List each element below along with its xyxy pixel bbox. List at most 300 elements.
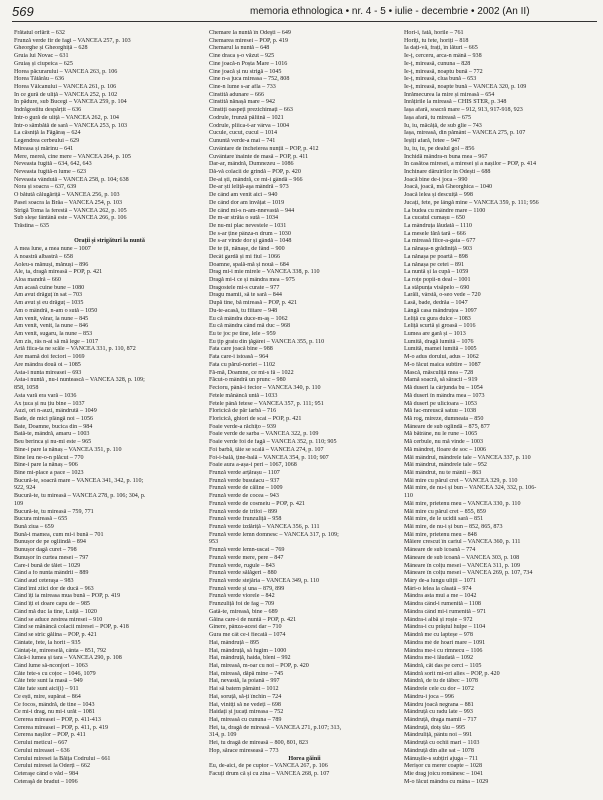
index-entry: Ce mi-i drag, nu mi-i urăt – 1081 [14,709,95,716]
index-entry: Cine n-a juca mireasa – 752, 808 [209,76,290,83]
index-entry: Bine-i pare la nănaș – VANCEA 351, p. 110 [14,446,122,453]
index-entry: Hei, ta, dragă de mireasă – VANCEA 271, p.107; 313, [209,724,342,731]
blank-line [14,231,205,239]
index-entry: La mireasă fiice-a-gata – 677 [404,238,476,245]
index-entry: Lumea are gară și – 1013 [404,331,466,338]
index-entry: Măiere crescut în cariul – VANCEA 360, p. 111 [404,539,521,546]
index-entry: Ax țuca și nu țiu bine – 1037 [14,400,85,407]
index-entry: Legendrea cerbeului – 629 [14,138,80,145]
index-entry: Mândră me cu lapteșe – 978 [404,632,473,639]
index-entry: Mândruliță, pântu noi – 991 [404,732,473,739]
index-entry: Aloa mandră – 660 [14,277,61,283]
index-entry: Lasă, bade, dedrăa – 1047 [404,300,468,307]
index-entry: Mândruță cu radu late – 993 [404,709,473,716]
index-entry: Frunză verde, rugule – 843 [209,562,275,569]
index-entry: Gheorghe și Gheorghiță – 628 [14,45,88,52]
index-entry: Foaie verde foi de fagă – VANCEA 352, p. 110; 905 [209,439,337,446]
index-entry: Decât gardă și mi fiul – 1066 [209,253,281,260]
index-entry: Îndrăgostitu despărțit – 636 [14,107,82,114]
index-entry: La nănașa pe poartă – 898 [404,253,468,260]
index-entry: Sub sleșe fântână este – VANCEA 266, p. 106 [14,215,127,222]
index-entry: Cine joacă-n Poșta Mare – 1016 [209,60,288,67]
index-entry: Bată-te, mândră, amaru – 1003 [14,431,90,438]
index-entry: Beu berinca și nu-mi este – 965 [14,439,92,446]
index-entry: Căte fete-s cu coțoc – 1046, 1079 [14,670,96,677]
index-entry: Găina care-i de nuntă – POP, p. 421 [209,616,297,623]
index-entry: Ie-ț, mireasă, noapte bună – VANCEA 320, p. 109 [404,84,527,91]
index-entry: Bunușor de pe ogliindă – 894 [14,539,86,546]
index-entry: Măi mire, prietenu meu – 848 [404,531,477,538]
index-entry: De te ții, nănașe, de fând – 900 [209,246,285,253]
index-entry: Bucură-te, tu mireasă – 759, 771 [14,508,94,515]
index-entry: Mânușile-s subțiri ajuga – 711 [404,755,478,762]
index-entry: Facuți drum că și cu zina – VANCEA 268, p. 107 [209,771,330,777]
index-entry: De când mi-s n-am-nnevastă – 944 [209,207,295,214]
index-entry: Mă duseri în mândra mea – 1073 [404,392,485,399]
index-entry: Hai, mireasă cu cununa – 789 [209,716,282,723]
index-entry: Când îți ei doare capu de – 985 [14,601,90,608]
index-entry: Fă-mă, Doamne, ce mi-s fă – 1022 [209,369,294,376]
index-entry: Dragostele mi-s curate – 977 [209,284,280,291]
section-heading: Orații și strigături la nuntă [74,238,145,245]
index-entry: Măi mire, prietenu meu – VANCEA 330, p. 110 [404,500,521,507]
index-entry: Horea păcurarului – VANCEA 263, p. 106 [14,68,118,75]
index-entry: Mă cerbule, nu mă vinde – 1003 [404,439,484,446]
index-entry: Ceteraşă de bradut – 1096 [14,778,78,785]
index-entry: Când lume să-nconjori – 1063 [14,662,88,669]
index-entry: Gată-te, mireasă, bine – 689 [209,608,278,615]
index-entry: Ie-ț, cerceru, arca-n mână – 938 [404,53,482,60]
index-entry: Ce focos, mândră, de tine – 1043 [14,701,95,708]
index-entry: Fetele până fetese – VANCEA 357, p. 111; 951 [209,400,324,407]
index-entry: Mândra-i cu prăștul hulpe – 1104 [404,624,486,631]
index-entry: Cine draca ș-o văzut – 925 [209,53,275,60]
index-entry: Mândra me-i lăudată – 1092 [404,655,474,662]
index-entry: Are mândra două oi – 1085 [14,361,81,368]
index-entry: Iașa afară, soacră mare – 912, 913, 917-918, 923 [404,107,523,114]
index-entry: Are mamă doi feciori – 1069 [14,354,85,361]
index-entry: 922, 924 [14,485,36,492]
index-entry: Dar-ar, mândră, Dumnezeu – 1086 [209,161,294,168]
index-entry: 314, p. 109 [209,732,237,739]
index-entry: Neveasta fugită-n lume – 623 [14,168,87,175]
index-entry: Frunză verde lemn-uscat – 769 [209,547,285,554]
index-entry: Fetele mănâncă untă – 1033 [209,392,278,399]
index-entry: Fata care joacă bine – 988 [209,346,273,353]
index-entry: Înrățirile la mireasă – CHIS STER, p. 348 [404,99,507,106]
index-entry: Mândru joacă negrana – 881 [404,701,474,708]
index-entry: De s-ar vinde dor și gândă – 1048 [209,238,292,245]
index-entry: La mesele fără tară – 666 [404,230,466,237]
index-entry: Foaie verde-a răchițo – 939 [209,423,277,430]
index-entry: Când îmi ziici dor de ducă – 963 [14,585,94,592]
index-entry: Frunză verde de căline – 1009 [209,485,283,492]
index-entry: Dragu mamii, să te sară – 844 [209,292,282,299]
index-column-3 [404,30,599,796]
index-entry: Asta vară era vară – 1036 [14,392,77,399]
index-entry: Frunză verde sălăgeri – 880 [209,570,277,577]
index-entry: Căcă-i lumea și tara – VANCEA 290, p. 108 [14,655,122,662]
index-entry: Bade, de mici plângă noi – 1056 [14,415,94,422]
index-entry: La cucatul cumașu – 650 [404,215,465,222]
index-entry: Închinare dăruirilor în Odești – 688 [404,168,491,175]
index-entry: Hai, mândruță, haida, bleni – 992 [209,655,291,662]
section-heading: Horea găinii [288,755,321,762]
index-entry: Aoleu-s mănuși, mănuși – 896 [14,261,89,268]
index-entry: Mândra me-i cu rimnecu – 1106 [404,647,483,654]
index-entry: Frunză verde frunzuliță – 958 [209,516,282,523]
index-entry: Haidați și jucați mireasa – 752 [209,709,284,716]
index-entry: Mâneare de sub icoană – 774 [404,547,476,554]
index-entry: Ginere, pânza-acest dar – 710 [209,624,282,631]
index-entry: Hop, sărace mireseasă – 773 [209,747,279,754]
index-entry: Floricică de păr iarbă – 716 [209,408,277,415]
index-entry: Asta-i nunta mireasei – 693 [14,369,82,376]
index-entry: Frunză verde izdăriță – VANCEA 356, p. 111 [209,524,320,530]
index-entry: Horea Vălcanului – VANCEA 261, p. 106 [14,84,117,91]
page-header [0,0,603,26]
index-entry: Bine mi-place a pace – 1023 [14,469,84,476]
index-entry: Leliță scurtă și groasă – 1016 [404,323,476,330]
index-entry: Când mă duc la tine, Luiță – 1020 [14,608,97,615]
index-entry: Hai, vinitți să ne vedeți – 698 [209,701,281,708]
index-entry: La nuntă și la cupă – 1059 [404,269,469,276]
index-entry: Mândra când-i rumenită – 1108 [404,601,481,608]
index-entry: Gruia lui Novac – 631 [14,53,69,60]
index-entry: Mâneare de sub icoană – VANCEA 303, p. 108 [404,554,520,561]
index-entry: Mândră, de tu de tăbec – 1078 [404,678,478,685]
index-entry: A mea lune, a mea nune – 1007 [14,246,91,253]
index-entry: Cinstită nănașă mare – 942 [209,99,275,106]
index-entry: De s-ar ține pânza-n drum – 1030 [209,230,291,237]
index-entry: Mă duseri pe ulicioara – 1053 [404,400,477,407]
index-entry: Iașa, mireasă, din pământ – VANCEA 275, p. 107 [404,130,526,137]
index-entry: Mie drag joicu românesc – 1041 [404,771,484,777]
index-column-2 [209,30,404,796]
index-entry: La nănașa-n grădiniță – 903 [404,246,473,253]
index-entry: Foi barbă, tăie se scală – VANCEA 274, p. 107 [209,446,324,453]
index-entry: De nu-mi plac nevestele – 1031 [209,222,287,229]
index-entry: Hori-i, fată, horile – 761 [404,30,464,36]
index-entry: Pasei soacra la Brăa – VANCEA 254, p. 103 [14,199,123,206]
running-head: memoria ethnologica • nr. 4 - 5 • iulie - decembrie • 2002 (An II) [250,6,530,17]
index-entry: Când a fo nunta mândrii – 889 [14,570,89,577]
index-entry: Mâry de-a lungu uliții – 1071 [404,578,476,585]
index-entry: Am zis, râs n-ai să mă lege – 1017 [14,338,99,345]
index-entry: Foaie verde de sarba – VANCEA 322, p. 109 [209,431,319,438]
index-entry: Mândruță din alte sat – 1078 [404,747,474,754]
index-column-1 [14,30,209,796]
index-entry: Bunușor în curtea mesei – 797 [14,554,89,561]
index-entry: Mâneare de sub oglindă – 875, 877 [404,423,490,430]
index-entry: Cerului miresei la Oderți – 662 [14,763,90,770]
index-entry: Ce ești, mire, supărat – 864 [14,693,81,700]
index-entry: La stăpunța visăpelo – 690 [404,284,470,291]
index-entry: Mândruță, dotș tău – 995 [404,724,466,731]
index-entry: Ceteraşe când o văd – 984 [14,771,79,777]
index-entry: Frunză verde de cosmeiu – POP, p. 421 [209,500,305,507]
index-entry: Căte fete sunt la masă – 949 [14,678,83,685]
index-entry: Mândra asta mui a me – 1042 [404,593,477,600]
index-entry: Mândra când mi-i rumenită – 971 [404,608,487,615]
index-entry: Am o mândră, n-am o sută – 1050 [14,307,98,314]
index-entry: Cântaț-te, mireeselă, cânta – 851, 792 [14,647,107,654]
index-entry: Larăli, vârstă, o-seo vede – 720 [404,292,481,299]
index-entry: Care-i bună de tăiet – 1029 [14,562,81,569]
index-entry: Bunușor dagă curet – 798 [14,547,77,554]
index-entry: Când aud ceteraşa – 983 [14,578,74,585]
index-entry: Cererea mireasei – POP, p. 411, p. 419 [14,724,109,731]
index-entry: O bătută călugăriță – VANCEA 256, p. 103 [14,192,120,199]
index-entry: Codrule, pliica-t-ar vârva – 1004 [209,122,290,129]
index-entry: Hai, soruță, să-ți închin – 724 [209,693,282,700]
index-entry: Am avut drăguț în sat – 703 [14,292,83,299]
index-entry: Bine leu ne-o-n plăcut – 770 [14,454,84,461]
index-entry: De când dor am învățat – 1019 [209,199,285,206]
index-entry: Bună-i mamea, cum mi-i bună – 701 [14,531,104,538]
index-entry: Trăstina – 635 [14,222,49,229]
index-entry: Când se mănâncă colacii miresei – POP, p. 418 [14,624,129,631]
index-entry: Măi mire cu părul cret – VANCEA 329, p. 110 [404,477,518,484]
index-entry: Bucură-te, tu mireasă – VANCEA 278, p. 106; 304, p. [14,493,146,500]
index-entry: M-o făcut maica subtire – 1087 [404,361,481,368]
index-entry: De-ai ști, mândră, ce mi-i gândă – 966 [209,176,303,183]
index-entry: Gruiaș și ciupeica – 625 [14,60,73,67]
index-entry: 110 [404,493,413,500]
index-entry: Frunză verde de cocea – 943 [209,493,279,500]
index-entry: Mândru-i joca – 996 [404,693,454,700]
index-entry: Jucați, fete, pe lângă mine – VANCEA 359, p. 111; 956 [404,199,539,206]
index-entry: În pădure, sub Bucegi – VANCEA 259, p. 104 [14,99,127,106]
index-entry: Ale, ta, dragă mireasă – POP, p. 421 [14,269,103,276]
index-entry: Într-o gură de uliță – VANCEA 262, p. 104 [14,114,119,121]
index-entry: Măi mire, de nu-i și bun – VANCEA 324, 332, p. 106- [404,485,537,492]
index-entry: Mândrele cele cu dor – 1072 [404,686,474,693]
index-entry: Horea Tătărău – 636 [14,76,65,83]
index-entry: Cinstiți oaspeți prezichimați – 663 [209,107,293,114]
index-entry: Frunză verde de trifoi – 899 [209,508,278,515]
index-entry: Bate, Doamne, bucica din – 984 [14,423,93,430]
index-entry: Închidă mândra-n buna mea – 967 [404,153,488,160]
index-entry: La nănașa pe cetei – 891 [404,261,465,268]
index-entry: Ie-ț, mireasă, noaptu bună – 772 [404,68,483,75]
index-entry: Horiți, tu fete, horiți – 818 [404,37,469,44]
index-entry: Mă fac-mreuscă satuu – 1038 [404,408,477,415]
index-entry: La mândruța lăudată – 1110 [404,222,472,229]
index-entry: La budea cu mândre mare – 1100 [404,207,486,214]
index-entry: Frunză verde lemn domnesc – VANCEA 317, p. 109; [209,531,339,538]
index-entry: Ie-ț, mireasă, cununa – 828 [404,60,471,67]
index-entry: Eu te joc pe tine, lele – 959 [209,331,276,338]
index-entry: Frunză verde arțărașu – 1107 [209,469,280,476]
index-entry: Am acasă cuine bune – 1080 [14,284,85,291]
index-entry: Frunză verde mere, pere – 847 [209,554,284,561]
index-entry: Cererea mireasei – POP, p. 411-413 [14,716,101,723]
index-entry: Căte fate sunt aici(i) – 911 [14,686,79,693]
index-entry: Frunză verde fir de fagi – VANCEA 257, p. 103 [14,37,131,44]
index-entry: Măi mire cu părul cret – 855, 859 [404,508,486,515]
index-entry: Mândruță, draga mamii – 717 [404,716,477,723]
index-entry: Cununtă verde-a mai – 741 [209,138,276,145]
index-entry: Hei, tu dragă de mireasă – 800, 801, 823 [209,740,308,747]
index-entry: Doamne, spală-mă și nouă – 684 [209,261,289,268]
index-entry: De-ar ști leliță-aşa mândră – 973 [209,184,289,191]
index-entry: Cerului meticul – 667 [14,740,68,747]
index-entry: 858, 1058 [14,385,39,392]
index-entry: Du-te-acasă, tu fiitare – 948 [209,307,278,314]
index-entry: Chemare la nuntă în Odeşti – 649 [209,30,291,36]
index-entry: Frătatul orfărit – 632 [14,30,65,36]
index-entry: Strigă Toma la ferestă – VANCEA 262, p. 105 [14,207,127,214]
index-entry: Hai, mireasă, dăpă mine – 745 [209,670,284,677]
index-entry: În ce gură de uliță – VANCEA 252, p. 102 [14,91,118,98]
index-entry: Bună ziua – 659 [14,524,54,530]
index-entry: Mă bătrâne, nu le rune – 1065 [404,431,478,438]
index-entry: Eu țip graiu din ţăgârei – VANCEA 355, p. 110 [209,338,325,345]
index-entry: Chemarul la nuntă – 648 [209,45,270,52]
index-entry: Cuvântare de încheierea nunții – POP, p. 412 [209,145,319,152]
index-entry: Mă rog, mireze, dumneata – 850 [404,415,484,422]
index-entry: A noastră albastră – 658 [14,253,73,260]
index-entry: Neveasta vândută – VANCEA 258, p. 104; 638 [14,176,129,183]
index-entry: Joacă lelea și descuiță – 998 [404,192,473,199]
index-entry: La roțe popii-n deal – 1001 [404,277,471,283]
index-entry: Hai, mândruță – 895 [209,639,260,646]
header-rule [12,21,597,22]
index-entry: Mâneare în colțu mesei – VANCEA 269, p. 107, 734 [404,570,533,577]
index-entry: Frunzuliță foi de fag – 709 [209,601,275,608]
index-entry: Frunză verde busuiacu – 937 [209,477,280,484]
index-entry: Neveasta fugită – 634, 642, 643 [14,161,92,168]
index-entry: Joacă, joacă, mă Gheorghica – 1040 [404,184,493,191]
index-entry: Făcut-o mândră un prunc – 980 [209,377,286,384]
index-entry: Măi mire, de le ucidii sară – 851 [404,516,484,523]
index-entry: După tine, bă mireasă – POP, p. 421 [209,300,298,307]
page-number: 569 [12,4,34,19]
index-entry: Cerului mireasei – 636 [14,747,70,754]
index-entry: Măi mândrut, nu te mânii – 863 [404,469,482,476]
index-entry: Hai să batem pământ – 1012 [209,686,279,693]
index-entry: În casătoa miresei, a miresei și a nașilor – POP, p. 414 [404,161,537,168]
index-entry: Floricică, ghiori de scai – POP, p. 421 [209,415,302,422]
index-entry: Lumită, dragă lumită – 1076 [404,338,474,345]
index-entry: Ie-ț, mireasă, clua bună – 653 [404,76,477,83]
index-entry: Foi-i-bală, ține-bală – VANCEA 354, p. 110; 907 [209,454,329,461]
index-entry: Mândră sorit mi-ori alies – POP, p. 420 [404,670,500,677]
index-entry: La căsniță la Făgăraș – 624 [14,130,81,137]
index-entry: Mă mândreț, floare de soc – 1006 [404,446,487,453]
index-entry: Cine-n lume s-ar afla – 733 [209,84,276,91]
index-entry: Codrule, frunză păliină – 1021 [209,114,284,121]
index-entry: De când am venit aici – 940 [209,192,278,199]
index-entry: Lumită, mamei lumită – 1005 [404,346,477,353]
index-entry: Iu, iu, măcăță, de sub glie – 743 [404,122,482,129]
index-entry: 109 [14,500,24,507]
index-entry: Cerului miresei la Băița Codrului – 661 [14,755,111,762]
index-entry: Mâneare în colțu mesei – VANCEA 311, p. 109 [404,562,520,569]
index-entry: Cuvântare înainte de masă – POP, p. 411 [209,153,309,160]
index-entry: Măi mire, de nu-i și bun – 852, 865, 873 [404,524,503,530]
index-entry: Mândră, căt das pe cerci – 1105 [404,662,482,669]
index-entry: Frunză verde stejăria – VANCEA 349, p. 110 [209,578,320,585]
index-entry: De m-ar străta o sută – 1034 [209,215,279,222]
index-entry: Chemarea miresei – POP, p. 419 [209,37,289,44]
index-entry: Mască, măsculiță mea – 728 [404,369,474,376]
index-entry: Măi mândrut, mândrele tale – 952 [404,462,487,469]
index-entry: Eu că mândra duce-m-aş – 1062 [209,315,288,322]
index-entry: Cântate, fete, la horit – 935 [14,639,81,646]
index-entry: Hai, nevastă, la poiană – 997 [209,678,280,685]
index-entry: Cinstită adunare – 666 [209,91,265,98]
index-entry: Hai, mândruță, să fugim – 1000 [209,647,287,654]
index-entry: Când se stric gălina – POP, p. 421 [14,632,97,639]
index-entry: Joacă bine de-i joca – 990 [404,176,468,183]
index-entry: M-o adus dorului, adus – 1062 [404,354,479,361]
index-entry: Cine joacă și nu strigă – 1045 [209,68,282,75]
index-entry: Gura me cât ce-i fiecată – 1074 [209,632,286,639]
index-entry: Cererea nașilor – POP, p. 411 [14,732,86,739]
index-entry: Lângă casa mândruțea – 1097 [404,307,477,314]
index-entry: Când se aduce zestrea miresei – 910 [14,616,103,623]
index-entry: Foaie aura a-așa-i peri – 1067, 1068 [209,462,297,469]
index-entry: Într-o sămbătă de sară – VANCEA 253, p. 103 [14,122,128,129]
index-entry: Eu, de-aici, de pe cuptor – VANCEA 267, p. 106 [209,763,328,770]
index-entry: Mă duseri la cârjunda bu – 1054 [404,385,483,392]
index-entry: Ieșiți afară, fetee – 947 [404,138,460,145]
index-entry: Fata care-i istoasă – 964 [209,354,269,361]
index-entry: Drag mi-i mie mirele – VANCEA 338, p. 110 [209,269,320,276]
index-entry: Mireasa și mărinu – 641 [14,145,74,152]
index-entry: Fata cu părul-noriet – 1102 [209,361,276,368]
index-entry: Mândra mé de hoari mare – 1091 [404,639,486,646]
index-entry: Când îți ia mireasa mua bună – POP, p. 419 [14,593,121,600]
index-entry: Am venit, venit, la nune – 846 [14,323,89,330]
index-entry: Asta-i nuntă , nu-i nuntească – VANCEA 328, p. 109; [14,377,145,384]
index-entry: Ariă fiica-ta ne scăle – VANCEA 331, p. 110, 872 [14,346,136,353]
index-entry: Mere, mereă, cine mere – VANCEA 264, p. 105 [14,153,131,160]
index-entry: Auzi, ori n-auzi, mândrută – 1049 [14,408,97,415]
index-entry: Eu că mândra când mă duc – 968 [209,323,291,330]
index-columns [14,30,599,796]
index-entry: Merișor cu merer coapte – 1028 [404,763,483,770]
index-entry: Bucură-te, soacră mare – VANCEA 341, 342, p. 110; [14,477,144,484]
index-entry: Ia dați-vă, frați, în lături – 665 [404,45,478,52]
index-entry: Mâri-o lelea la căsată – 974 [404,585,472,592]
index-entry: Frunză verde viorele – 842 [209,593,275,600]
index-entry: Dragă mi-i ce și mândra mea – 975 [209,277,295,283]
index-entry: Bine-i pare la nănaș – 906 [14,462,78,469]
index-entry: Iu, iu, iu, pe dealul gol – 856 [404,145,475,152]
index-entry: Am venit, vărar, la nune – 845 [14,315,89,322]
index-entry: M-o făcut mândra cu mâna – 1029 [404,778,489,785]
index-entry: Măi mândrul, mândrele tale – VANCEA 337, p. 110 [404,454,531,461]
index-entry: Hai, mireasă, m-oar cu noi – POP, p. 420 [209,662,309,669]
index-entry: 953 [209,539,219,546]
index-entry: Bucura mireasă – 655 [14,516,68,523]
index-entry: Înrămecurea la mire și mireasă – 654 [404,91,495,98]
index-entry: Dă-vă colacii de grindă – POP, p. 420 [209,168,301,175]
index-entry: Nora și soacra – 637, 639 [14,184,77,191]
index-entry: Fecioru, până-i fecior – VANCEA 340, p. 110 [209,385,321,392]
index-entry: Am venit, sugaru, la nune – 853 [14,331,93,338]
index-entry: Mamă soacră, să săracii – 919 [404,377,478,384]
index-entry: Leliță cu gura dulce – 1083 [404,315,471,322]
index-entry: Cucule, cucut, cucul – 1014 [209,130,278,137]
index-entry: Iașa afară, tu mireasă – 675 [404,114,471,121]
index-entry: Frunză verde și una – 879, 899 [209,585,285,592]
index-entry: Am avut și eu drăguț – 1035 [14,300,84,307]
index-entry: Mândruță cu ochii mari – 1103 [404,740,480,747]
